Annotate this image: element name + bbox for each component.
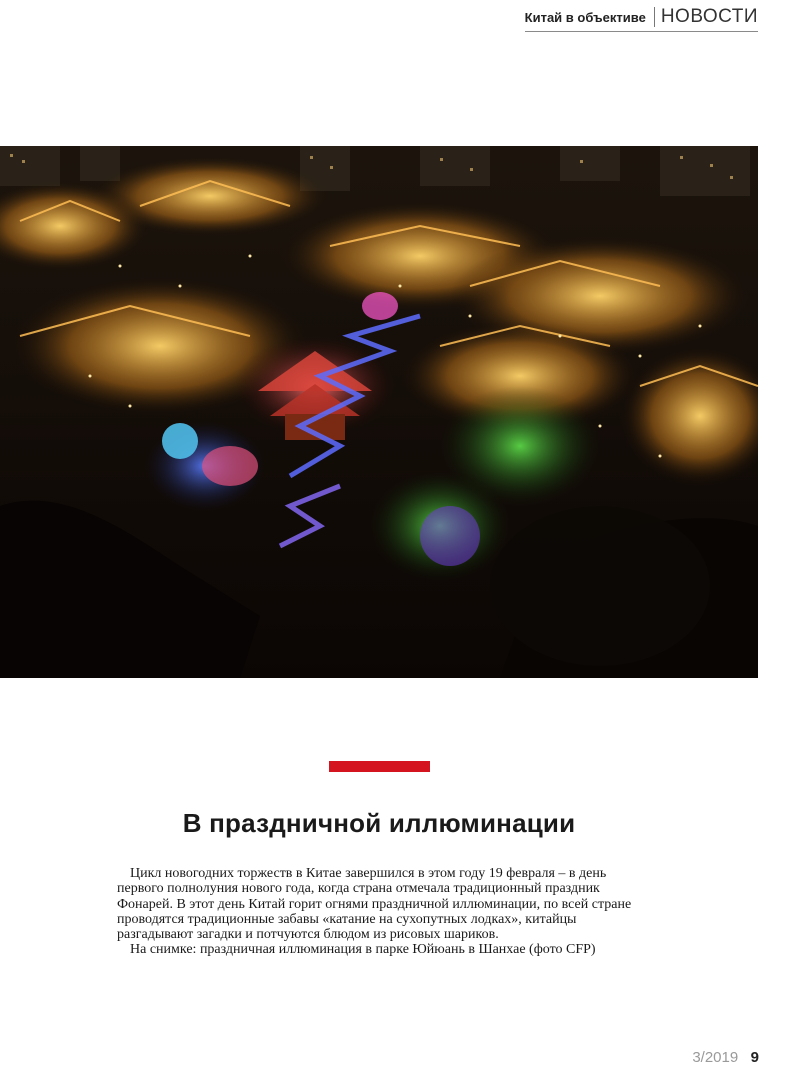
accent-bar	[329, 761, 430, 772]
page-header	[525, 5, 758, 32]
illumination-photo-illustration	[0, 146, 758, 678]
article-photo	[0, 146, 758, 678]
page-footer	[692, 1049, 759, 1067]
article-title: В праздничной иллюминации	[182, 808, 576, 838]
page-number: 9	[750, 1049, 759, 1066]
issue-number: 3/2019	[692, 1049, 739, 1066]
article-paragraph: Цикл новогодних торжеств в Китае завершился в этом году 19 февраля – в день первого полнолуния нового года, когда страна отмечала традиционный праздник Фонарей. В этот день Китай горит огнями праздничной иллюминации, по всей стране проводятся традиционные забавы «катание на сухопутных лодках», китайцы разгадывают загадки и потчуются блюдом из рисовых шариков.	[117, 866, 632, 943]
article-body	[117, 866, 647, 958]
photo-caption: На снимке: праздничная иллюминация в парке Юйюань в Шанхае (фото CFP)	[130, 942, 596, 958]
header-divider	[654, 7, 655, 27]
section-name: Китай в объективе	[524, 9, 646, 25]
rubric-name: НОВОСТИ	[660, 6, 758, 27]
